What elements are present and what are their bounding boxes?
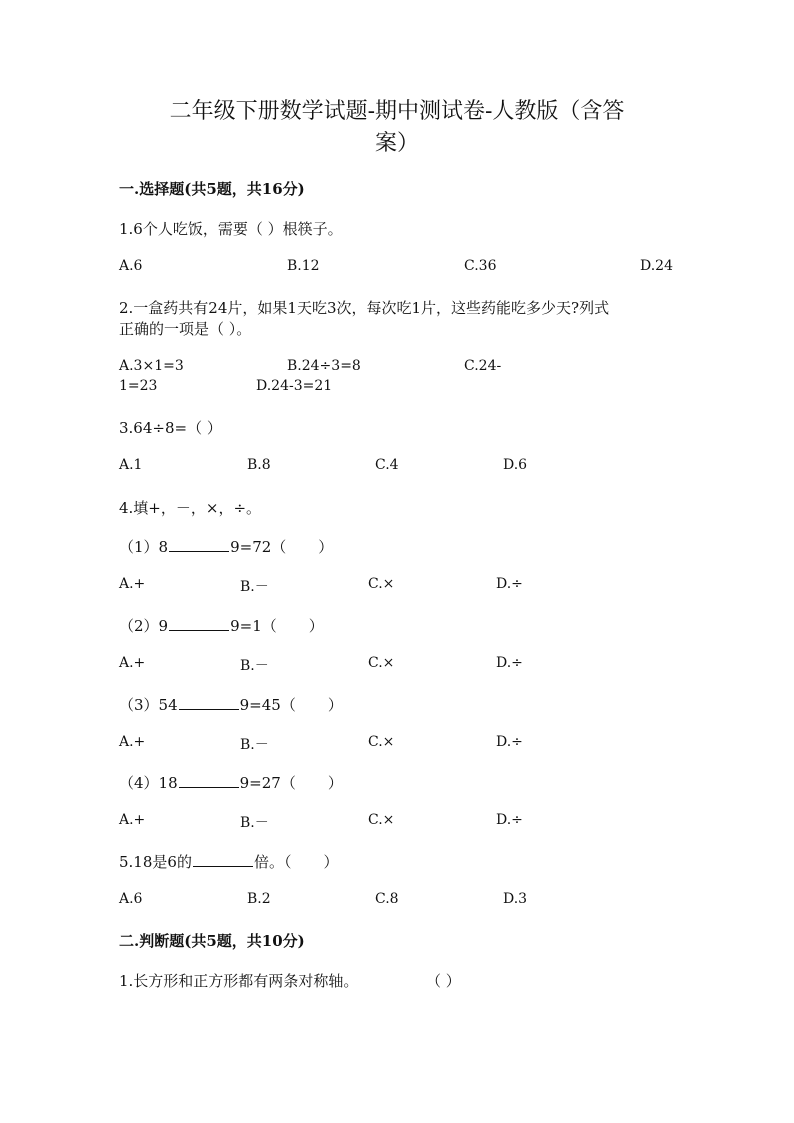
q2-option-c-cont: 1=23 [119, 378, 158, 394]
judge-question-1: 1.长方形和正方形都有两条对称轴。 [119, 972, 359, 990]
q4-part-2-suffix: 9=1（ [230, 617, 277, 635]
section-heading: 二.判断题(共5题，共10分) [119, 932, 305, 950]
q4-3-option-d: D.÷ [496, 734, 523, 750]
q4-3-option-a: A.+ [119, 734, 146, 750]
q4-3-option-c: C.× [368, 734, 395, 750]
answer-blank[interactable] [169, 537, 229, 552]
q4-2-option-c: C.× [368, 655, 395, 671]
q4-part-4-suffix: 9=27（ [239, 774, 296, 792]
q1-option-a: A.6 [119, 258, 143, 274]
q4-part-4-prefix: （4）18 [119, 774, 178, 792]
q5-close: ） [323, 853, 339, 871]
question-2-line2: 正确的一项是（ ）。 [119, 320, 252, 338]
answer-blank[interactable] [179, 695, 239, 710]
q4-part-1-close: ） [318, 538, 334, 556]
q5-suffix: 倍。（ [253, 853, 292, 871]
q1-option-c: C.36 [464, 258, 497, 274]
q4-2-option-b: B.－ [240, 658, 269, 674]
q4-1-option-a: A.+ [119, 576, 146, 592]
q4-2-option-d: D.÷ [496, 655, 523, 671]
q4-part-2-prefix: （2）9 [119, 617, 169, 635]
q4-part-1-suffix: 9=72（ [230, 538, 287, 556]
q4-part-3-suffix: 9=45（ [239, 696, 296, 714]
q4-part-2 [119, 615, 324, 636]
q4-3-option-b: B.－ [240, 737, 269, 753]
q1-option-d: D.24 [640, 258, 673, 274]
q4-4-option-d: D.÷ [496, 812, 523, 828]
q5-option-d: D.3 [503, 891, 528, 907]
q5-option-a: A.6 [119, 891, 143, 907]
question-5 [119, 851, 338, 872]
q4-part-1-prefix: （1）8 [119, 538, 169, 556]
q5-prefix: 5.18是6的 [119, 853, 192, 871]
q4-1-option-b: B.－ [240, 579, 269, 595]
page-title-line2: 案） [374, 131, 419, 156]
answer-blank[interactable] [193, 852, 253, 867]
question-4: 4.填+，－，×，÷。 [119, 499, 262, 517]
q2-option-a: A.3×1=3 [119, 358, 184, 374]
q4-part-4 [119, 772, 343, 793]
judge-answer-paren[interactable]: （ ） [426, 972, 461, 990]
q4-part-2-close: ） [308, 617, 324, 635]
q5-option-b: B.2 [247, 891, 271, 907]
answer-blank[interactable] [179, 773, 239, 788]
q4-part-1 [119, 536, 333, 557]
q4-1-option-d: D.÷ [496, 576, 523, 592]
section-heading: 一.选择题(共5题，共16分) [119, 180, 305, 198]
page-title-line1: 二年级下册数学试题-期中测试卷-人教版（含答 [169, 99, 625, 124]
q4-2-option-a: A.+ [119, 655, 146, 671]
question-1: 1.6个人吃饭，需要（ ）根筷子。 [119, 220, 343, 238]
q3-option-b: B.8 [247, 457, 271, 473]
q4-4-option-b: B.－ [240, 815, 269, 831]
q3-option-a: A.1 [119, 457, 143, 473]
q4-1-option-c: C.× [368, 576, 395, 592]
q4-part-3-prefix: （3）54 [119, 696, 178, 714]
q2-option-c: C.24- [464, 358, 502, 374]
q2-option-b: B.24÷3=8 [287, 358, 361, 374]
answer-blank[interactable] [169, 616, 229, 631]
q1-option-b: B.12 [287, 258, 320, 274]
q3-option-c: C.4 [375, 457, 399, 473]
q4-part-3-close: ） [327, 696, 343, 714]
q3-option-d: D.6 [503, 457, 528, 473]
question-2-line1: 2.一盒药共有24片，如果1天吃3次，每次吃1片，这些药能吃多少天?列式 [119, 299, 610, 317]
question-3: 3.64÷8=（ ） [119, 419, 222, 437]
q2-option-d: D.24-3=21 [256, 378, 333, 394]
q5-option-c: C.8 [375, 891, 399, 907]
q4-part-4-close: ） [327, 774, 343, 792]
q4-4-option-a: A.+ [119, 812, 146, 828]
q4-4-option-c: C.× [368, 812, 395, 828]
q4-part-3 [119, 694, 343, 715]
